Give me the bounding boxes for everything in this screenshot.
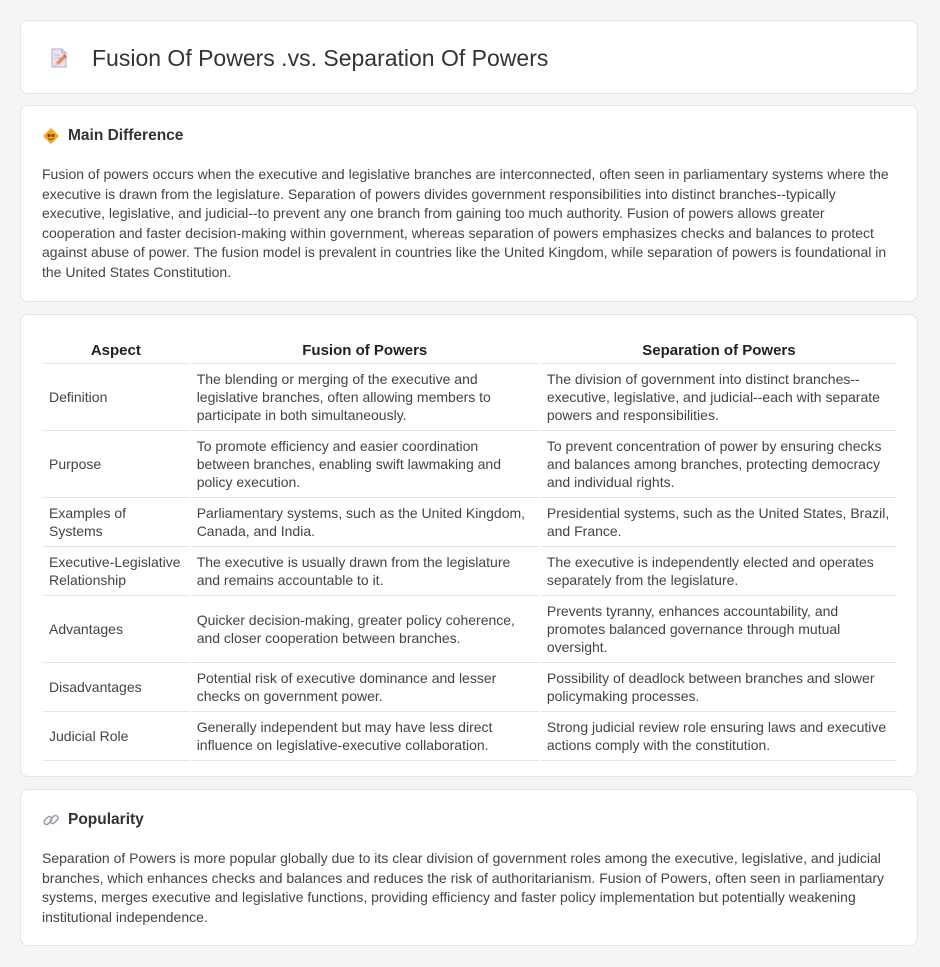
- cell-fusion: Generally independent but may have less direct influence on legislative-executive collaboration.: [191, 712, 539, 761]
- cell-separation: Possibility of deadlock between branches and slower policymaking processes.: [541, 663, 897, 712]
- header-aspect: Aspect: [43, 335, 189, 364]
- document-pencil-icon: [48, 47, 70, 69]
- title-card: [20, 20, 918, 94]
- cell-separation: Strong judicial review role ensuring laws and executive actions comply with the constitution.: [541, 712, 897, 761]
- cell-fusion: To promote efficiency and easier coordination between branches, enabling swift lawmaking and policy execution.: [191, 431, 539, 498]
- cell-fusion: The blending or merging of the executive and legislative branches, often allowing members to participate in both simultaneously.: [191, 364, 539, 431]
- popularity-card: [20, 789, 918, 946]
- table-header-row: [43, 335, 897, 364]
- table-row: [43, 364, 897, 431]
- comparison-card: [20, 314, 918, 777]
- header-fusion: Fusion of Powers: [191, 335, 539, 364]
- cell-aspect: Examples of Systems: [43, 498, 189, 547]
- main-difference-header: [42, 127, 183, 145]
- popularity-heading: Popularity: [68, 811, 144, 828]
- cell-separation: Prevents tyranny, enhances accountability, and promotes balanced governance through mutual oversight.: [541, 596, 897, 663]
- cell-aspect: Disadvantages: [43, 663, 189, 712]
- cell-separation: Presidential systems, such as the United States, Brazil, and France.: [541, 498, 897, 547]
- cell-fusion: Parliamentary systems, such as the United Kingdom, Canada, and India.: [191, 498, 539, 547]
- table-row: [43, 663, 897, 712]
- comparison-table: [41, 335, 899, 761]
- cell-fusion: The executive is usually drawn from the legislature and remains accountable to it.: [191, 547, 539, 596]
- cell-aspect: Advantages: [43, 596, 189, 663]
- link-icon: [42, 811, 60, 829]
- cell-fusion: Quicker decision-making, greater policy coherence, and closer cooperation between branches.: [191, 596, 539, 663]
- main-difference-text: Fusion of powers occurs when the executive and legislative branches are interconnected, often seen in parliamentary systems where the executive is drawn from the legislature. Separation of powers divides government responsibilities into distinct branches--typically executive, legislative, and judicial--to prevent any one branch from gaining too much authority. Fusion of powers allows greater cooperation and faster decision-making within government, whereas separation of powers emphasizes checks and balances to protect against abuse of power. The fusion model is prevalent in countries like the United Kingdom, while separation of powers is foundational in the United States Constitution.: [42, 166, 889, 280]
- cell-aspect: Definition: [43, 364, 189, 431]
- bug-badge-icon: [42, 127, 60, 145]
- cell-aspect: Purpose: [43, 431, 189, 498]
- table-row: [43, 547, 897, 596]
- cell-separation: To prevent concentration of power by ensuring checks and balances among branches, protecting democracy and individual rights.: [541, 431, 897, 498]
- table-row: [43, 596, 897, 663]
- page-title: Fusion Of Powers .vs. Separation Of Powers: [92, 45, 549, 71]
- main-difference-heading: Main Difference: [68, 127, 184, 144]
- table-row: [43, 431, 897, 498]
- cell-aspect: Judicial Role: [43, 712, 189, 761]
- main-difference-card: [20, 105, 918, 302]
- cell-aspect: Executive-Legislative Relationship: [43, 547, 189, 596]
- table-row: [43, 712, 897, 761]
- cell-separation: The executive is independently elected and operates separately from the legislature.: [541, 547, 897, 596]
- popularity-header: [42, 811, 144, 829]
- header-separation: Separation of Powers: [541, 335, 897, 364]
- popularity-text: Separation of Powers is more popular globally due to its clear division of government roles among the executive, legislative, and judicial branches, which enhances checks and balances and reduces the risk of authoritarianism. Fusion of Powers, often seen in parliamentary systems, merges executive and legislative functions, providing efficiency and faster policy implementation but potentially weakening institutional independence.: [42, 850, 885, 925]
- cell-fusion: Potential risk of executive dominance and lesser checks on government power.: [191, 663, 539, 712]
- table-row: [43, 498, 897, 547]
- cell-separation: The division of government into distinct branches--executive, legislative, and judicial--each with separate powers and responsibilities.: [541, 364, 897, 431]
